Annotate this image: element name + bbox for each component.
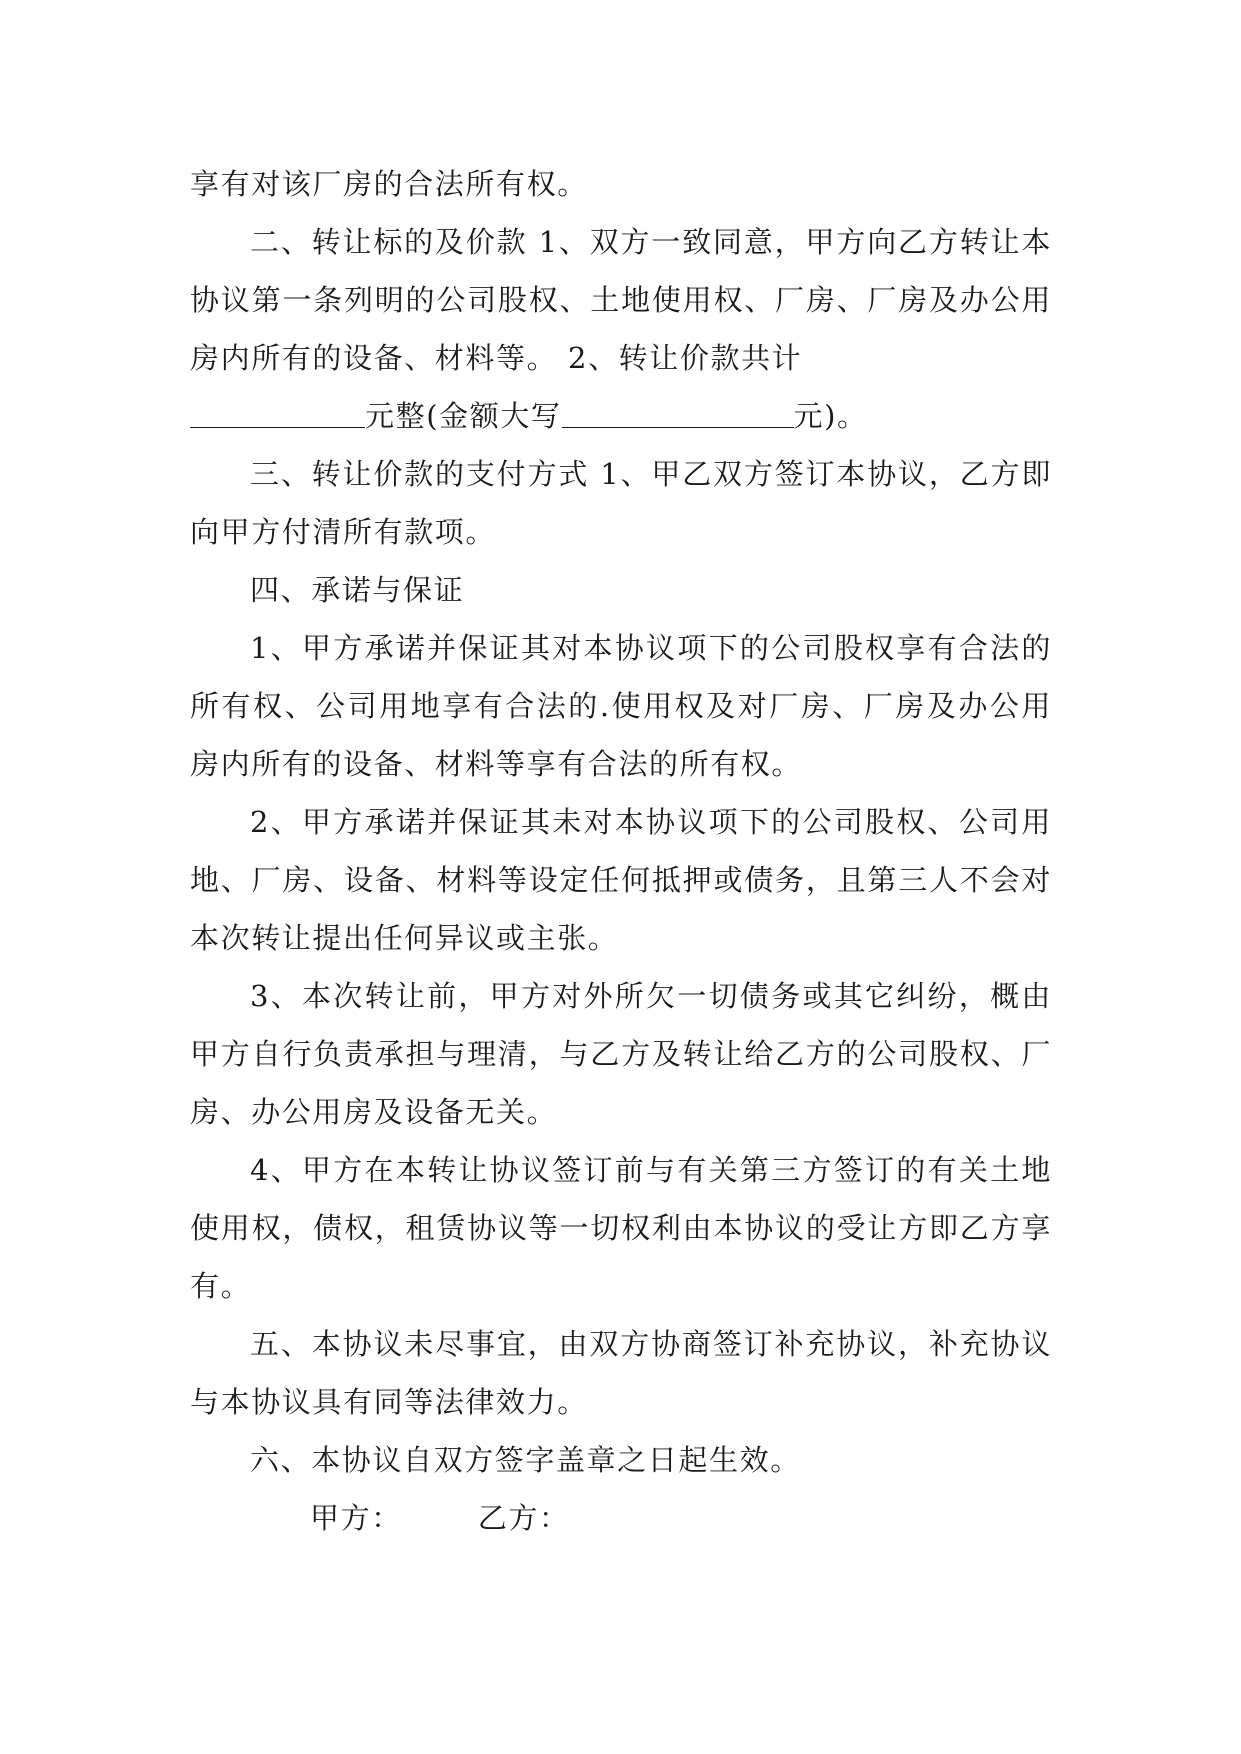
signature-line	[190, 1489, 1052, 1547]
amount-unit-text: 元整(金额大写	[365, 399, 562, 433]
paragraph-commitment-1: 1、甲方承诺并保证其对本协议项下的公司股权享有合法的所有权、公司用地享有合法的.使用权及对厂房、厂房及办公用房内所有的设备、材料等享有合法的所有权。	[190, 631, 1052, 781]
party-b-label: 乙方：	[477, 1501, 570, 1535]
paragraph-section-2-subject-and-price: 二、转让标的及价款 1、双方一致同意，甲方向乙方转让本协议第一条列明的公司股权、土地使用权、厂房、厂房及办公用房内所有的设备、材料等。 2、转让价款共计	[190, 225, 1052, 375]
paragraph-section-6-effective: 六、本协议自双方签字盖章之日起生效。	[250, 1443, 801, 1477]
document-body	[190, 155, 1052, 1547]
amount-blank	[190, 395, 365, 428]
paragraph-ownership-continued: 享有对该厂房的合法所有权。	[190, 167, 588, 201]
amount-uppercase-blank	[562, 395, 794, 428]
paragraph-commitment-3: 3、本次转让前，甲方对外所欠一切债务或其它纠纷，概由甲方自行负责承担与理清，与乙方及转让给乙方的公司股权、厂房、办公用房及设备无关。	[190, 979, 1052, 1129]
party-a-label: 甲方：	[310, 1501, 402, 1535]
paragraph-section-5-supplementary: 五、本协议未尽事宜，由双方协商签订补充协议，补充协议与本协议具有同等法律效力。	[190, 1327, 1052, 1419]
paragraph-commitment-2: 2、甲方承诺并保证其未对本协议项下的公司股权、公司用地、厂房、设备、材料等设定任何抵押或债务，且第三人不会对本次转让提出任何异议或主张。	[190, 805, 1052, 955]
paragraph-commitment-4: 4、甲方在本转让协议签订前与有关第三方签订的有关土地使用权，债权，租赁协议等一切权利由本协议的受让方即乙方享有。	[190, 1153, 1052, 1303]
heading-section-4-commitments: 四、承诺与保证	[250, 573, 465, 607]
amount-uppercase-unit-text: 元)。	[793, 399, 868, 433]
paragraph-section-3-payment: 三、转让价款的支付方式 1、甲乙双方签订本协议，乙方即向甲方付清所有款项。	[190, 457, 1052, 549]
paragraph-price-amount-line	[190, 387, 1052, 445]
